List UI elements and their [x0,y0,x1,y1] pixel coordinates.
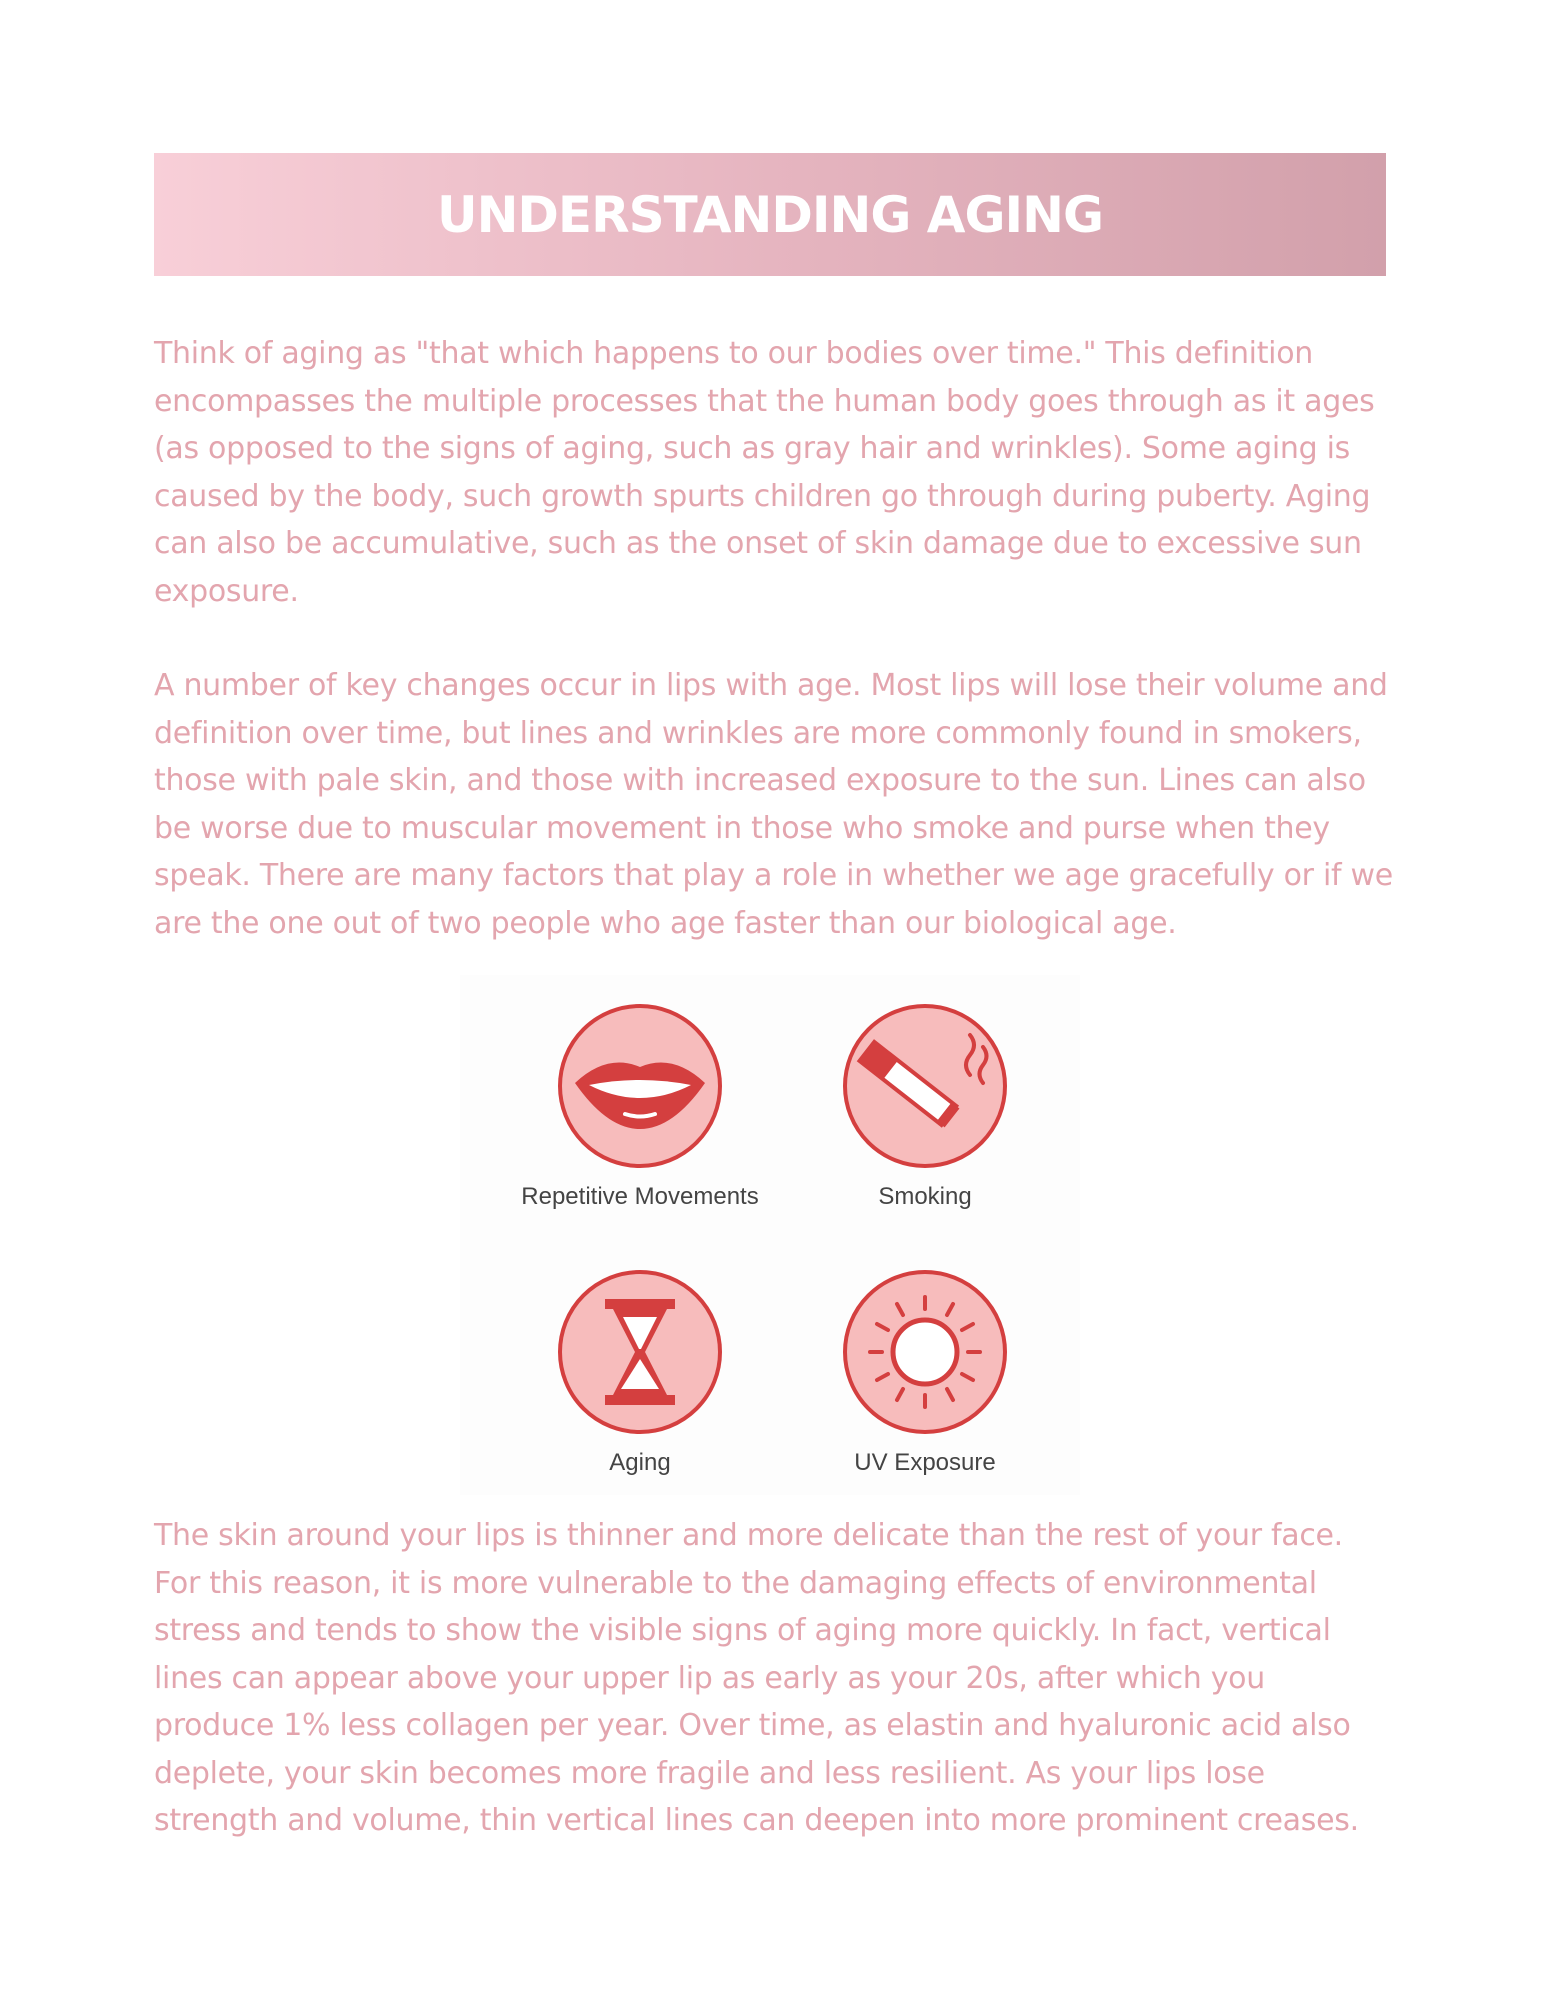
factor-label: Smoking [878,1183,972,1210]
hourglass-icon [555,1267,725,1437]
skin-paragraph: The skin around your lips is thinner and more delicate than the rest of your face. For this reason, it is more vulnerable to the damaging effects of environmental stress and tends to show the visible signs of aging more quickly. In fact, vertical lines can appear above your upper lip as early as your 20s, after which you produce 1% less collagen per year. Over time, as elastin and hyaluronic acid also deplete, your skin becomes more fragile and less resilient. As your lips lose strength and volume, thin vertical lines can deepen into more prominent creases. [154,1518,1359,1838]
page-title: UNDERSTANDING AGING [436,185,1103,244]
lip-changes-paragraph: A number of key changes occur in lips with age. Most lips will lose their volume and definition over time, but lines and wrinkles are more commonly found in smokers, those with pale skin, and those with increased exposure to the sun. Lines can also be worse due to muscular movement in those who smoke and purse when they speak. There are many factors that play a role in whether we age gracefully or if we are the one out of two people who age faster than our biological age. [154,668,1393,941]
factor-aging [515,1267,765,1477]
lips-icon [555,1001,725,1171]
factor-smoking [800,1001,1050,1211]
sun-icon [840,1267,1010,1437]
factor-label: UV Exposure [854,1449,996,1476]
aging-factors-figure [460,975,1080,1495]
factor-label: Repetitive Movements [521,1183,759,1210]
cigarette-icon [840,1001,1010,1171]
title-banner [154,153,1386,276]
factor-repetitive-movements [515,1001,765,1211]
factor-uv-exposure [800,1267,1050,1477]
intro-paragraph: Think of aging as "that which happens to our bodies over time." This definition encompasses the multiple processes that the human body goes through as it ages (as opposed to the signs of aging, such as gray hair and wrinkles). Some aging is caused by the body, such growth spurts children go through during puberty. Aging can also be accumulative, such as the onset of skin damage due to excessive sun exposure. [154,336,1375,609]
factor-label: Aging [609,1449,671,1476]
